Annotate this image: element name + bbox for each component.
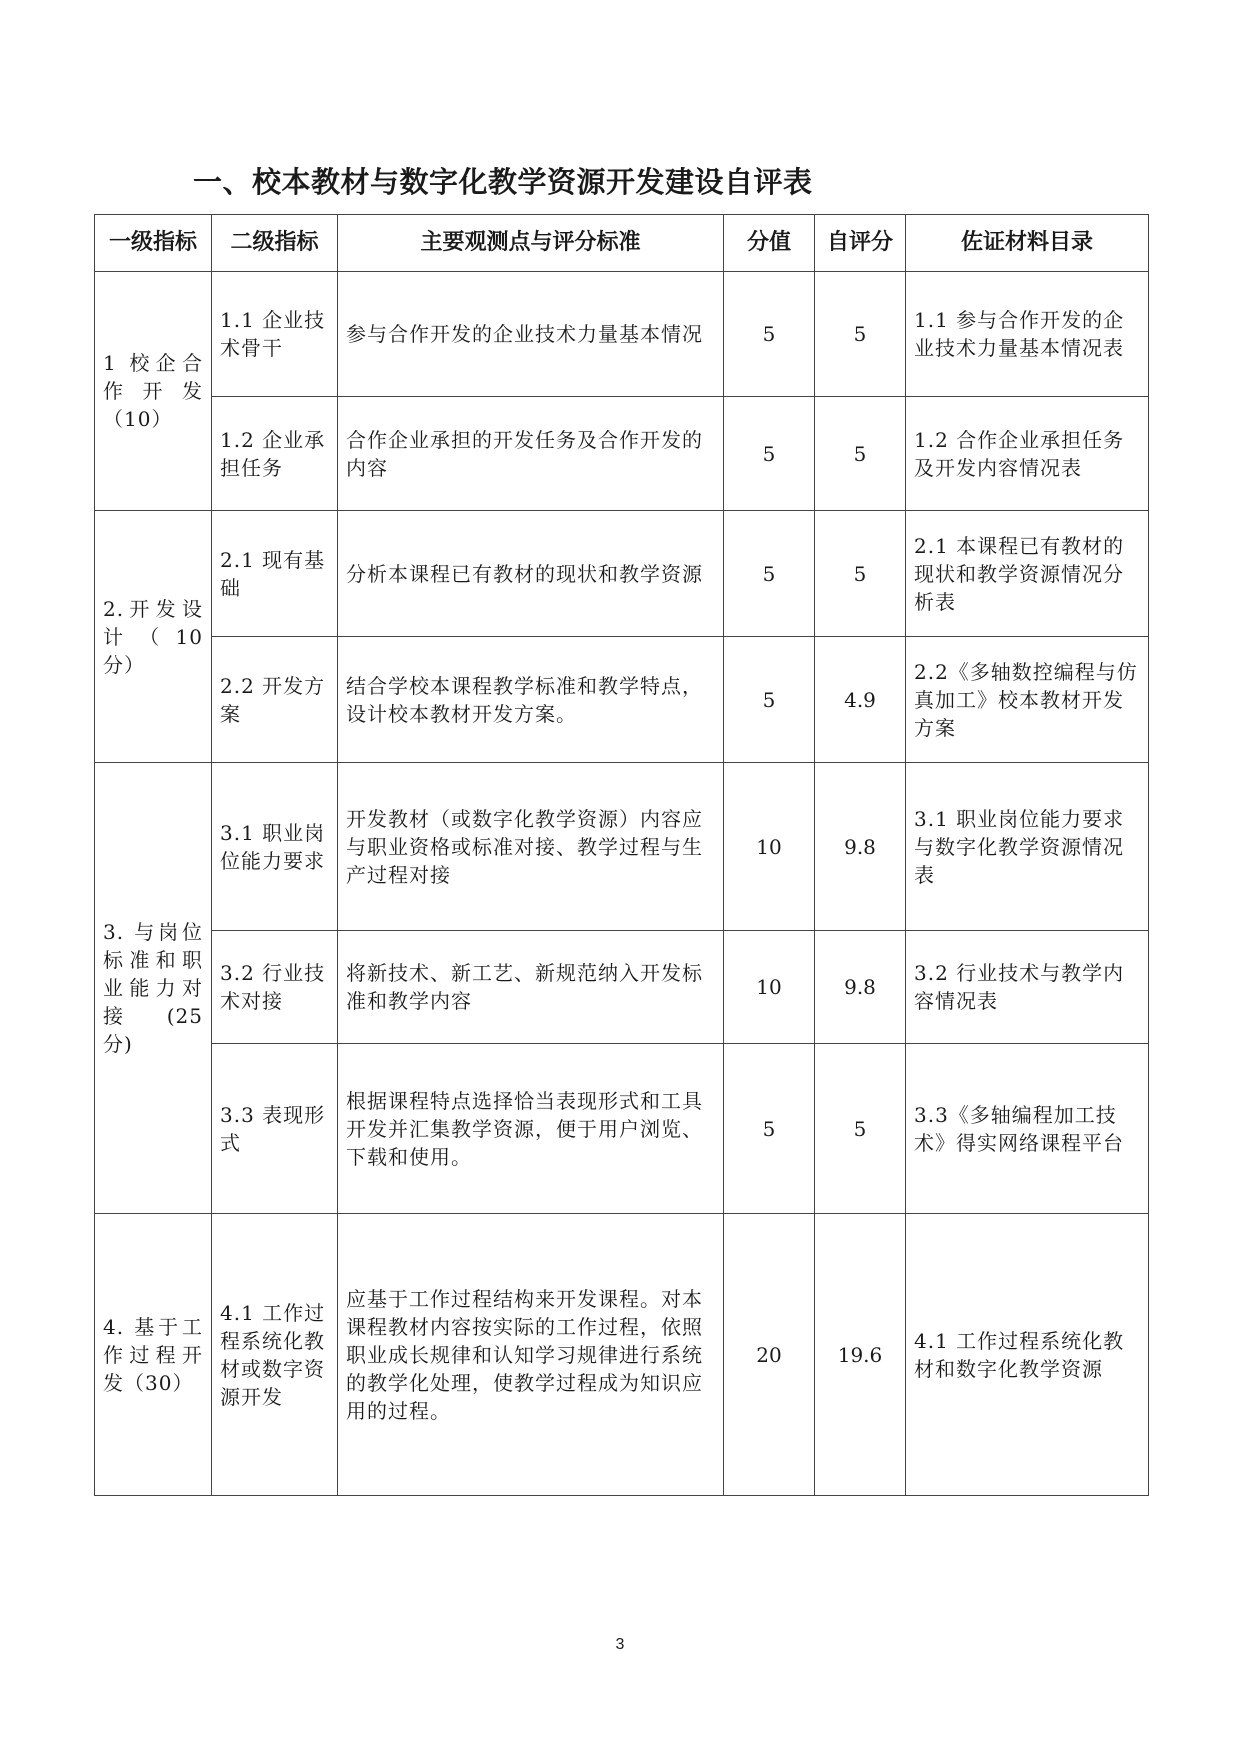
column-header: 佐证材料目录	[906, 215, 1149, 272]
evidence-cell: 3.1 职业岗位能力要求与数字化教学资源情况表	[906, 763, 1149, 931]
score-cell: 20	[724, 1214, 815, 1496]
self-score-cell: 19.6	[815, 1214, 906, 1496]
level1-indicator: 2.开发设计（10 分）	[95, 511, 212, 763]
page-title: 一、校本教材与数字化教学资源开发建设自评表	[193, 165, 813, 199]
column-header: 主要观测点与评分标准	[338, 215, 724, 272]
score-cell: 5	[724, 272, 815, 397]
table-row	[95, 397, 1149, 511]
criteria-cell: 将新技术、新工艺、新规范纳入开发标准和教学内容	[338, 931, 724, 1044]
criteria-cell: 分析本课程已有教材的现状和教学资源	[338, 511, 724, 637]
criteria-cell: 开发教材（或数字化教学资源）内容应与职业资格或标准对接、教学过程与生产过程对接	[338, 763, 724, 931]
table-row	[95, 511, 1149, 637]
level2-indicator: 2.2 开发方案	[212, 637, 338, 763]
criteria-cell: 根据课程特点选择恰当表现形式和工具开发并汇集教学资源，便于用户浏览、下载和使用。	[338, 1044, 724, 1214]
score-cell: 10	[724, 931, 815, 1044]
score-cell: 10	[724, 763, 815, 931]
criteria-cell: 应基于工作过程结构来开发课程。对本课程教材内容按实际的工作过程，依照职业成长规律和认知学习规律进行系统的教学化处理，使教学过程成为知识应用的过程。	[338, 1214, 724, 1496]
level2-indicator: 3.1 职业岗位能力要求	[212, 763, 338, 931]
level2-indicator: 3.2 行业技术对接	[212, 931, 338, 1044]
self-score-cell: 4.9	[815, 637, 906, 763]
table-row	[95, 272, 1149, 397]
level2-indicator: 1.2 企业承担任务	[212, 397, 338, 511]
self-score-cell: 5	[815, 1044, 906, 1214]
level2-indicator: 1.1 企业技术骨干	[212, 272, 338, 397]
self-score-cell: 9.8	[815, 931, 906, 1044]
level1-indicator: 4. 基于工作过程开发（30）	[95, 1214, 212, 1496]
column-header: 分值	[724, 215, 815, 272]
criteria-cell: 参与合作开发的企业技术力量基本情况	[338, 272, 724, 397]
score-cell: 5	[724, 511, 815, 637]
level2-indicator: 4.1 工作过程系统化教材或数字资源开发	[212, 1214, 338, 1496]
level1-indicator: 1 校企合作开发（10）	[95, 272, 212, 511]
table-row	[95, 931, 1149, 1044]
column-header: 自评分	[815, 215, 906, 272]
self-score-cell: 5	[815, 272, 906, 397]
evidence-cell: 4.1 工作过程系统化教材和数字化教学资源	[906, 1214, 1149, 1496]
column-header: 一级指标	[95, 215, 212, 272]
score-cell: 5	[724, 397, 815, 511]
score-cell: 5	[724, 1044, 815, 1214]
level2-indicator: 2.1 现有基础	[212, 511, 338, 637]
evidence-cell: 2.2《多轴数控编程与仿真加工》校本教材开发方案	[906, 637, 1149, 763]
self-evaluation-table	[94, 214, 1149, 1496]
table-row	[95, 1214, 1149, 1496]
page-number: 3	[615, 1636, 625, 1653]
table-row	[95, 763, 1149, 931]
self-score-cell: 9.8	[815, 763, 906, 931]
evidence-cell: 3.2 行业技术与教学内容情况表	[906, 931, 1149, 1044]
level2-indicator: 3.3 表现形式	[212, 1044, 338, 1214]
table-row	[95, 637, 1149, 763]
evidence-cell: 3.3《多轴编程加工技术》得实网络课程平台	[906, 1044, 1149, 1214]
score-cell: 5	[724, 637, 815, 763]
evidence-cell: 1.1 参与合作开发的企业技术力量基本情况表	[906, 272, 1149, 397]
self-score-cell: 5	[815, 397, 906, 511]
evidence-cell: 1.2 合作企业承担任务及开发内容情况表	[906, 397, 1149, 511]
table-header-row	[95, 215, 1149, 272]
criteria-cell: 结合学校本课程教学标准和教学特点，设计校本教材开发方案。	[338, 637, 724, 763]
criteria-cell: 合作企业承担的开发任务及合作开发的内容	[338, 397, 724, 511]
evidence-cell: 2.1 本课程已有教材的现状和教学资源情况分析表	[906, 511, 1149, 637]
self-score-cell: 5	[815, 511, 906, 637]
table-row	[95, 1044, 1149, 1214]
column-header: 二级指标	[212, 215, 338, 272]
level1-indicator: 3. 与岗位标准和职业能力对接 (25 分)	[95, 763, 212, 1214]
